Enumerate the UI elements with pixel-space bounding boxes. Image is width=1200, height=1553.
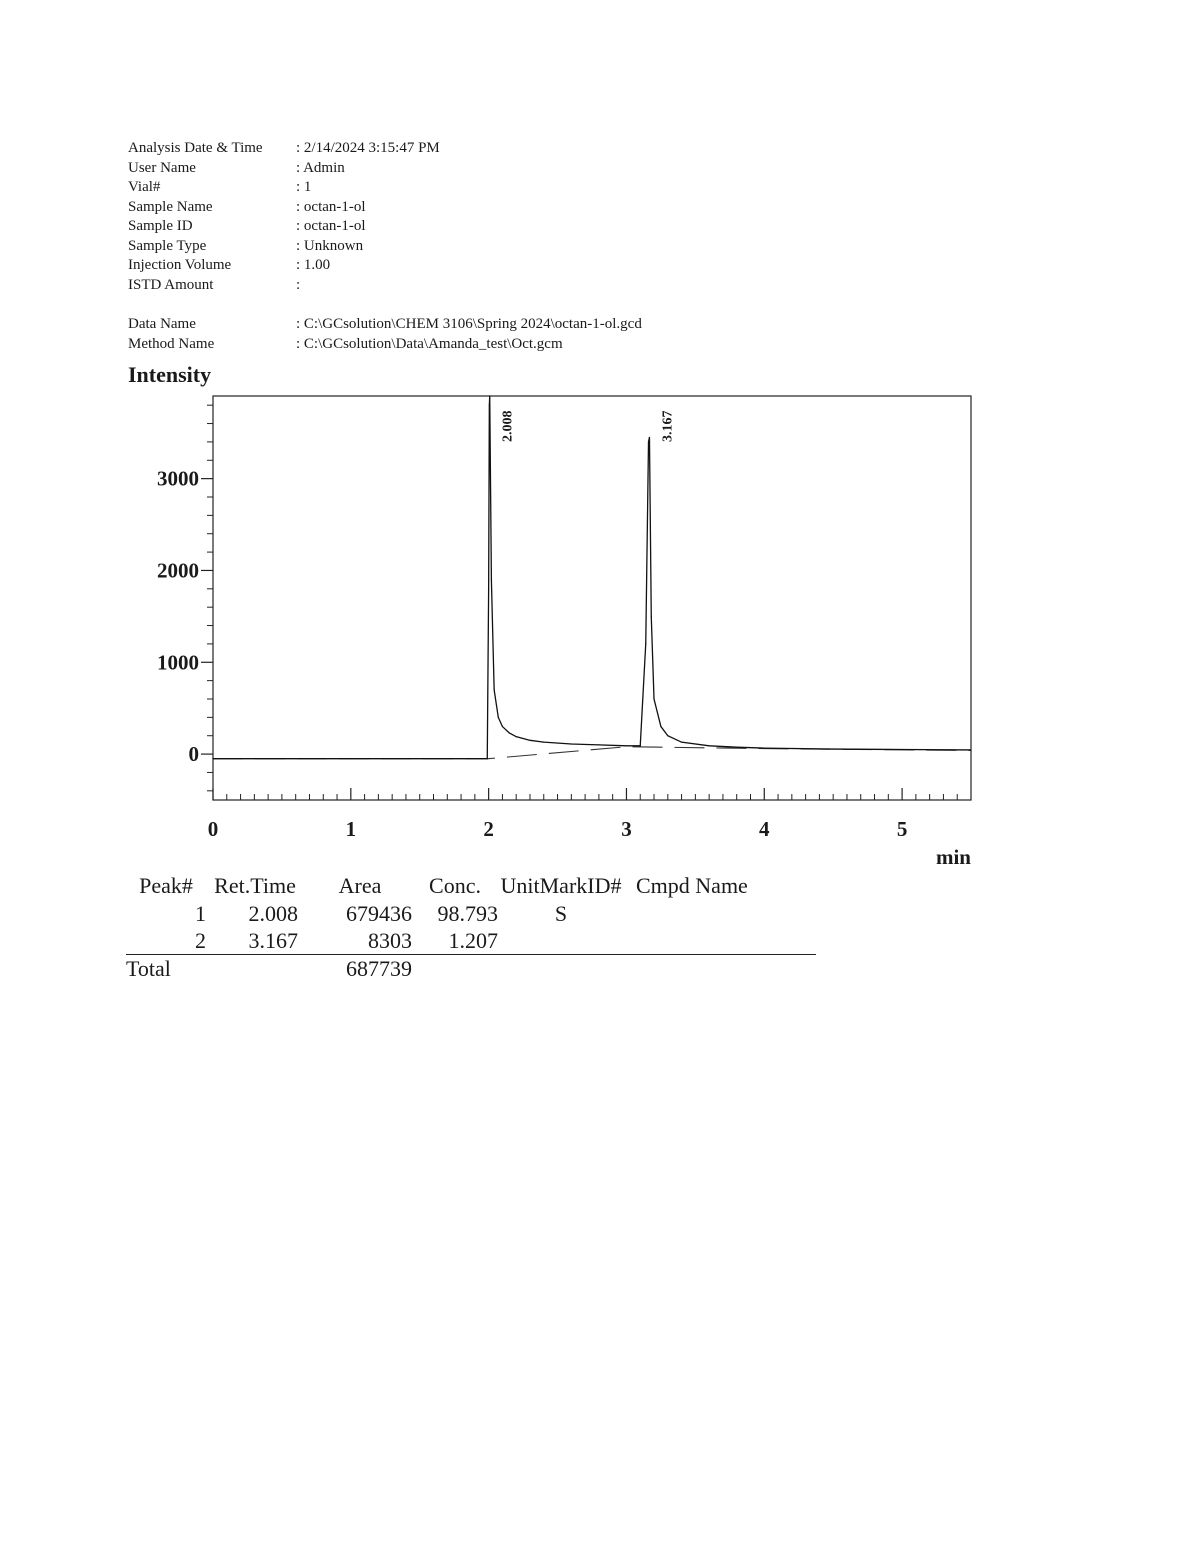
y-tick-label: 1000 (157, 650, 199, 675)
trace-point (571, 743, 572, 744)
chromatogram-chart (0, 380, 1200, 880)
header-peak: Peak# (139, 873, 193, 898)
cell-ret-time: 3.167 (212, 927, 308, 955)
meta-value: : 1 (296, 179, 312, 195)
meta-value: : C:\GCsolution\Data\Amanda_test\Oct.gcm (296, 335, 563, 352)
report-metadata (128, 139, 828, 354)
peak-table-grid (126, 872, 816, 982)
trace-point (350, 758, 351, 759)
meta-key: Sample ID (128, 218, 193, 234)
y-tick-label: 0 (188, 742, 199, 767)
trace-point (488, 588, 489, 589)
trace-point (648, 441, 649, 442)
cell-area: 679436 (346, 901, 412, 926)
trace-point (626, 745, 627, 746)
meta-key: Sample Type (128, 237, 207, 254)
x-tick-label: 1 (345, 817, 357, 841)
y-tick-label: 3000 (157, 466, 199, 491)
header-cmpd-name: Cmpd Name (636, 873, 748, 898)
chromatogram-trace (213, 396, 971, 759)
trace-point (970, 749, 971, 750)
trace-point (509, 732, 510, 733)
trace-point (901, 749, 902, 750)
meta-value: : 2/14/2024 3:15:47 PM (296, 140, 440, 156)
trace-point (212, 758, 213, 759)
y-axis-label: Intensity (128, 362, 212, 387)
trace-point (502, 726, 503, 727)
trace-point (543, 742, 544, 743)
x-tick-label: 4 (759, 817, 770, 841)
cell-peak: 2 (126, 927, 212, 955)
header-ret-time: Ret.Time (214, 873, 296, 898)
trace-point (489, 395, 490, 396)
trace-point (487, 758, 488, 759)
trace-point (489, 405, 490, 406)
trace-point (649, 437, 650, 438)
trace-point (494, 689, 495, 690)
x-axis-label: min (935, 845, 971, 869)
peak-label: 3.167 (660, 410, 676, 442)
trace-point (667, 735, 668, 736)
total-label: Total (126, 956, 171, 981)
x-tick-label: 2 (483, 817, 494, 841)
total-area: 687739 (346, 956, 412, 981)
total-spacer (412, 955, 816, 983)
trace-point (529, 740, 530, 741)
trace-point (709, 745, 710, 746)
meta-value: : C:\GCsolution\CHEM 3106\Spring 2024\octan-1-ol.gcd (296, 316, 642, 332)
meta-analysis-date (128, 139, 828, 159)
header-area: Area (338, 873, 382, 898)
cell-conc: 1.207 (412, 927, 498, 955)
meta-key: Method Name (128, 335, 215, 352)
meta-user-name (128, 159, 828, 179)
trace-point (640, 745, 641, 746)
meta-sample-id (128, 217, 828, 237)
meta-key: User Name (128, 159, 196, 176)
cell-cmpd-name (624, 927, 816, 955)
meta-value: : Unknown (296, 237, 364, 254)
table-row (126, 927, 816, 955)
cell-area: 8303 (308, 927, 412, 955)
cell-cmpd-name (624, 900, 816, 927)
trace-point (598, 744, 599, 745)
cell-unitmark (498, 927, 624, 955)
trace-point (681, 742, 682, 743)
cell-ret-time: 2.008 (248, 901, 298, 926)
meta-spacer (128, 295, 828, 315)
trace-point (833, 748, 834, 749)
table-total-row (126, 955, 816, 983)
meta-value: : 1.00 (296, 257, 331, 273)
y-tick-label: 2000 (157, 558, 199, 583)
trace-point (645, 643, 646, 644)
x-tick-label: 5 (896, 817, 908, 841)
meta-method-name (128, 335, 828, 355)
meta-sample-type (128, 237, 828, 257)
meta-value: : octan-1-ol (296, 198, 366, 215)
trace-point (516, 736, 517, 737)
trace-point (660, 726, 661, 727)
meta-value: : octan-1-ol (296, 218, 366, 234)
cell-conc: 98.793 (437, 901, 498, 926)
header-conc: Conc. (429, 873, 481, 898)
meta-value: : Admin (296, 159, 345, 176)
meta-value: : (296, 276, 301, 293)
meta-key: Injection Volume (128, 257, 232, 273)
meta-data-name (128, 315, 828, 335)
trace-point (736, 747, 737, 748)
meta-key: Data Name (128, 316, 196, 332)
meta-key: Vial# (128, 179, 161, 195)
meta-istd-amount (128, 276, 828, 296)
header-unitmark: UnitMarkID# (500, 873, 622, 898)
meta-key: Sample Name (128, 198, 213, 215)
table-header-row (126, 872, 816, 900)
meta-injection-volume (128, 256, 828, 276)
baseline-line (213, 747, 971, 759)
trace-point (653, 698, 654, 699)
peak-label: 2.008 (500, 410, 516, 442)
meta-key: Analysis Date & Time (128, 140, 263, 156)
cell-peak: 1 (195, 901, 206, 926)
cell-unitmark: S (554, 901, 568, 926)
trace-point (491, 579, 492, 580)
meta-sample-name (128, 198, 828, 218)
meta-key: ISTD Amount (128, 276, 214, 293)
trace-point (651, 616, 652, 617)
trace-point (498, 717, 499, 718)
x-tick-label: 3 (621, 817, 632, 841)
peak-table (126, 872, 816, 982)
trace-point (764, 748, 765, 749)
plot-frame (213, 396, 971, 800)
table-row (126, 900, 816, 927)
x-tick-label: 0 (207, 817, 219, 841)
meta-vial (128, 178, 828, 198)
